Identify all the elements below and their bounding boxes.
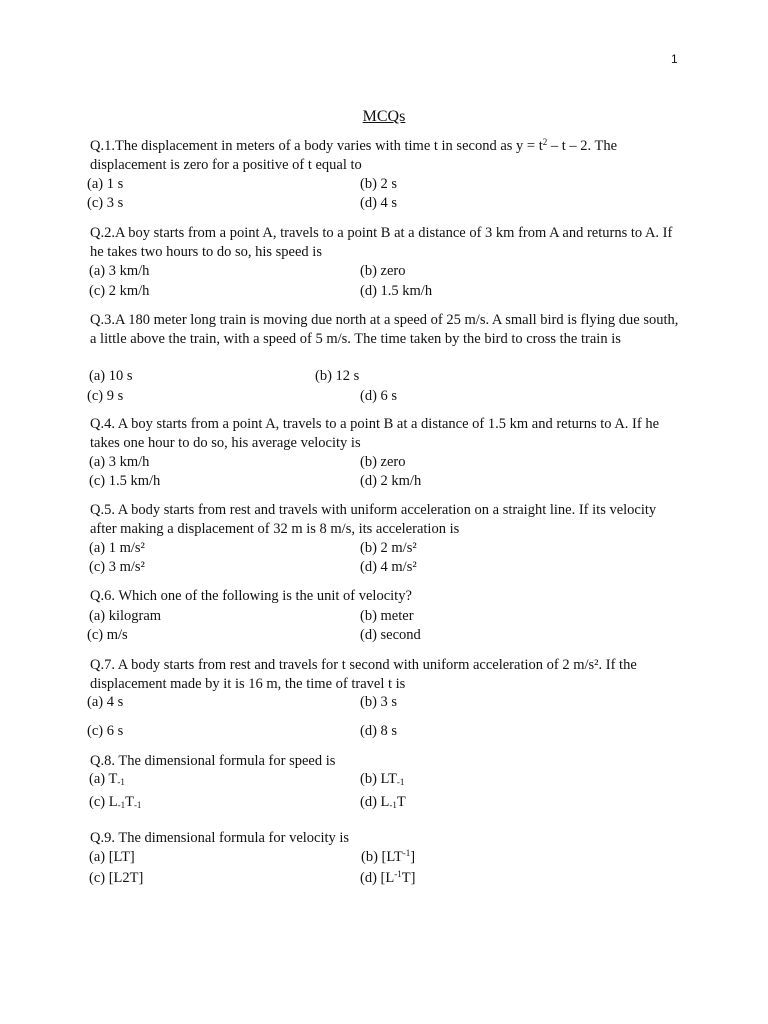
q7-option-b: (b) 3 s bbox=[360, 694, 398, 710]
q5-option-d: (d) 4 m/s² bbox=[360, 559, 417, 575]
page-title: MCQs bbox=[362, 108, 406, 125]
q8-option-a bbox=[89, 771, 125, 788]
q8-option-a-exponent: -1 bbox=[117, 777, 125, 787]
question-1 bbox=[90, 137, 680, 174]
q4-option-a: (a) 3 km/h bbox=[89, 454, 150, 470]
q8-option-d-post: T bbox=[396, 794, 406, 810]
q6-option-d: (d) second bbox=[360, 627, 421, 643]
q8-option-d-base: (d) L bbox=[360, 794, 390, 810]
question-5: Q.5. A body starts from rest and travels with uniform acceleration on a straight line. If its velocity after making a displacement of 32 m is 8 m/s, its acceleration is bbox=[90, 502, 657, 537]
q8-option-c-exponent-1: -1 bbox=[117, 800, 126, 810]
q5-option-a: (a) 1 m/s² bbox=[89, 540, 145, 556]
q1-option-d: (d) 4 s bbox=[360, 195, 398, 211]
q7-option-c: (c) 6 s bbox=[87, 723, 124, 739]
q3-option-d: (d) 6 s bbox=[360, 388, 398, 404]
q3-option-b: (b) 12 s bbox=[315, 368, 360, 384]
q9-option-d-base: (d) [L bbox=[360, 870, 395, 886]
q4-option-b: (b) zero bbox=[360, 454, 406, 470]
q8-option-a-base: (a) T bbox=[89, 771, 118, 787]
question-1-exponent: 2 bbox=[542, 137, 548, 147]
question-2: Q.2.A boy starts from a point A, travels to a point B at a distance of 3 km from A and returns to A. If he takes two hours to do so, his speed is bbox=[90, 225, 673, 260]
q9-option-d-exponent: -1 bbox=[394, 869, 402, 879]
q1-option-a: (a) 1 s bbox=[87, 176, 124, 192]
q8-option-d-exponent: -1 bbox=[389, 800, 397, 810]
q7-option-d: (d) 8 s bbox=[360, 723, 398, 739]
q6-option-c: (c) m/s bbox=[87, 627, 128, 643]
question-6: Q.6. Which one of the following is the unit of velocity? bbox=[90, 588, 412, 604]
question-8: Q.8. The dimensional formula for speed is bbox=[90, 753, 336, 769]
q4-option-c: (c) 1.5 km/h bbox=[89, 473, 161, 489]
q1-option-b: (b) 2 s bbox=[360, 176, 398, 192]
q2-option-b: (b) zero bbox=[360, 263, 406, 279]
q9-option-d bbox=[360, 870, 415, 887]
q6-option-a: (a) kilogram bbox=[89, 608, 162, 624]
q9-option-b-exponent: -1 bbox=[402, 848, 411, 858]
q2-option-a: (a) 3 km/h bbox=[89, 263, 150, 279]
q9-option-a: (a) [LT] bbox=[89, 849, 135, 865]
q5-option-c: (c) 3 m/s² bbox=[89, 559, 145, 575]
q9-option-b-post: ] bbox=[410, 849, 416, 865]
q3-option-c: (c) 9 s bbox=[87, 388, 124, 404]
q8-option-c-base: (c) L bbox=[89, 794, 118, 810]
q8-option-c bbox=[89, 794, 141, 811]
question-1-text-b: – t – 2. The displacement is zero for a positive of t equal to bbox=[90, 138, 618, 173]
q2-option-d: (d) 1.5 km/h bbox=[360, 283, 433, 299]
question-3: Q.3.A 180 meter long train is moving due north at a speed of 25 m/s. A small bird is flying due south, a little above the train, with a speed of 5 m/s. The time taken by the bird to cross the train is bbox=[90, 312, 679, 347]
q2-option-c: (c) 2 km/h bbox=[89, 283, 150, 299]
q9-option-b-base: (b) [LT bbox=[361, 849, 403, 865]
q7-option-a: (a) 4 s bbox=[87, 694, 124, 710]
q9-option-b bbox=[361, 849, 415, 866]
question-9: Q.9. The dimensional formula for velocity is bbox=[90, 830, 350, 846]
q4-option-d: (d) 2 km/h bbox=[360, 473, 422, 489]
question-7: Q.7. A body starts from rest and travels for t second with uniform acceleration of 2 m/s². If the displacement made by it is 16 m, the time of travel t is bbox=[90, 657, 637, 692]
q9-option-c: (c) [L2T] bbox=[89, 870, 144, 886]
page-number: 1 bbox=[671, 52, 678, 66]
q9-option-d-post: T] bbox=[401, 870, 416, 886]
q5-option-b: (b) 2 m/s² bbox=[360, 540, 417, 556]
q8-option-b-exponent: -1 bbox=[396, 777, 405, 787]
q6-option-b: (b) meter bbox=[360, 608, 414, 624]
q8-option-c-mid: T bbox=[125, 794, 134, 810]
q1-option-c: (c) 3 s bbox=[87, 195, 124, 211]
q8-option-d bbox=[360, 794, 406, 811]
q3-option-a: (a) 10 s bbox=[89, 368, 133, 384]
q8-option-c-exponent-2: -1 bbox=[133, 800, 142, 810]
q8-option-b bbox=[360, 771, 404, 788]
question-4: Q.4. A boy starts from a point A, travels to a point B at a distance of 1.5 km and returns to A. If he takes one hour to do so, his average velocity is bbox=[90, 416, 660, 451]
question-1-text-a: Q.1.The displacement in meters of a body varies with time t in second as y = t bbox=[90, 138, 543, 154]
q8-option-b-base: (b) LT bbox=[360, 771, 397, 787]
